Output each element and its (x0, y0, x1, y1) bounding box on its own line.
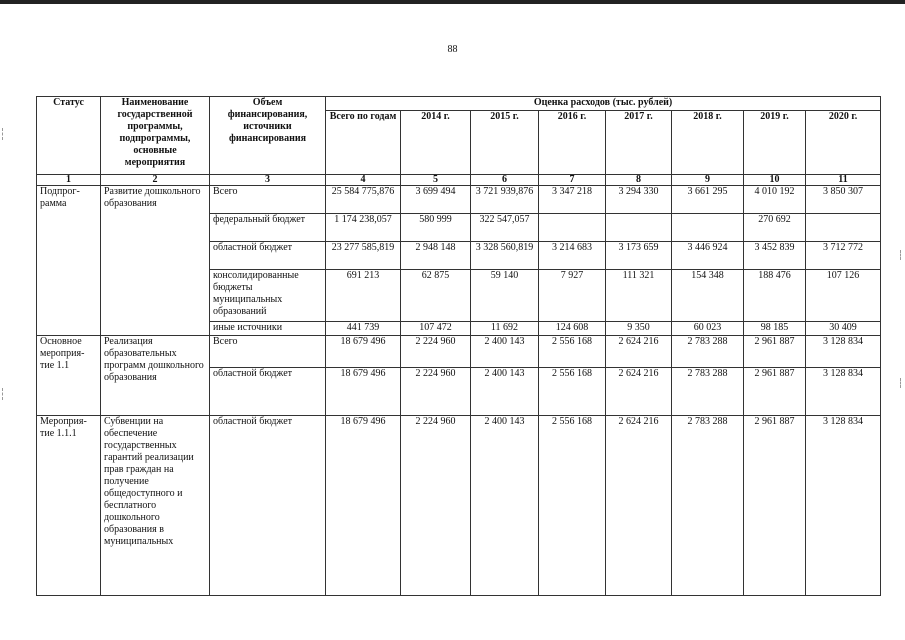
value-total: 18 679 496 (326, 336, 401, 368)
value-2017: 3 294 330 (606, 186, 672, 214)
column-number: 10 (744, 175, 806, 186)
value-2018: 3 446 924 (672, 242, 744, 270)
header-program-name: Наименование государственной программы, подпрограммы, основные мероприятия (101, 97, 210, 175)
funding-source: Всего (210, 186, 326, 214)
value-2017: 2 624 216 (606, 368, 672, 416)
scan-top-border (0, 0, 905, 4)
value-2014: 3 699 494 (401, 186, 471, 214)
scan-mark (900, 378, 902, 388)
value-2017: 111 321 (606, 270, 672, 322)
scan-mark (900, 250, 902, 260)
value-total: 25 584 775,876 (326, 186, 401, 214)
value-total: 691 213 (326, 270, 401, 322)
value-2016: 2 556 168 (539, 336, 606, 368)
value-2016: 7 927 (539, 270, 606, 322)
value-2015: 2 400 143 (471, 336, 539, 368)
funding-source: областной бюджет (210, 242, 326, 270)
value-2020: 3 128 834 (806, 336, 881, 368)
value-2016 (539, 214, 606, 242)
header-total: Всего по годам (326, 111, 401, 175)
value-2018: 2 783 288 (672, 368, 744, 416)
budget-table (36, 96, 881, 596)
funding-source: консолидированные бюджеты муниципальных образований (210, 270, 326, 322)
value-2019: 2 961 887 (744, 368, 806, 416)
value-2016: 2 556 168 (539, 416, 606, 596)
column-number: 3 (210, 175, 326, 186)
value-2019: 98 185 (744, 322, 806, 336)
value-2014: 2 948 148 (401, 242, 471, 270)
value-2017: 3 173 659 (606, 242, 672, 270)
value-2014: 62 875 (401, 270, 471, 322)
value-2019: 2 961 887 (744, 416, 806, 596)
funding-source: федеральный бюджет (210, 214, 326, 242)
value-total: 1 174 238,057 (326, 214, 401, 242)
value-2014: 2 224 960 (401, 336, 471, 368)
column-number: 7 (539, 175, 606, 186)
value-2020: 107 126 (806, 270, 881, 322)
header-year: 2018 г. (672, 111, 744, 175)
value-2016: 124 608 (539, 322, 606, 336)
value-total: 18 679 496 (326, 368, 401, 416)
column-number: 6 (471, 175, 539, 186)
header-year: 2020 г. (806, 111, 881, 175)
table-row (37, 336, 881, 368)
value-2014: 2 224 960 (401, 416, 471, 596)
funding-source: областной бюджет (210, 416, 326, 596)
value-2019: 4 010 192 (744, 186, 806, 214)
header-status: Статус (37, 97, 101, 175)
column-number-row (37, 175, 881, 186)
value-2020 (806, 214, 881, 242)
header-year: 2015 г. (471, 111, 539, 175)
value-2016: 3 214 683 (539, 242, 606, 270)
value-2020: 3 850 307 (806, 186, 881, 214)
row-program-name: Субвенции на обеспечение государственных гарантий реализации прав граждан на получение общедоступного и бесплатного дошкольного образования в муниципальных (101, 416, 210, 596)
header-year: 2016 г. (539, 111, 606, 175)
value-2015: 3 328 560,819 (471, 242, 539, 270)
value-2018: 2 783 288 (672, 336, 744, 368)
header-estimate: Оценка расходов (тыс. рублей) (326, 97, 881, 111)
value-2016: 3 347 218 (539, 186, 606, 214)
value-2020: 3 128 834 (806, 368, 881, 416)
value-2017 (606, 214, 672, 242)
header-year: 2017 г. (606, 111, 672, 175)
row-program-name: Развитие дошкольного образования (101, 186, 210, 336)
funding-source: иные источники (210, 322, 326, 336)
header-year: 2019 г. (744, 111, 806, 175)
page-number: 88 (447, 44, 458, 55)
value-2014: 580 999 (401, 214, 471, 242)
value-total: 23 277 585,819 (326, 242, 401, 270)
value-2018 (672, 214, 744, 242)
value-2018: 3 661 295 (672, 186, 744, 214)
column-number: 1 (37, 175, 101, 186)
value-2019: 270 692 (744, 214, 806, 242)
column-number: 11 (806, 175, 881, 186)
value-2014: 107 472 (401, 322, 471, 336)
header-year: 2014 г. (401, 111, 471, 175)
value-2020: 3 712 772 (806, 242, 881, 270)
value-2019: 3 452 839 (744, 242, 806, 270)
funding-source: Всего (210, 336, 326, 368)
value-2018: 60 023 (672, 322, 744, 336)
row-program-name: Реализация образовательных программ дошкольного образования (101, 336, 210, 416)
column-number: 4 (326, 175, 401, 186)
funding-source: областной бюджет (210, 368, 326, 416)
column-number: 2 (101, 175, 210, 186)
header-funding: Объем финансирования, источники финансирования (210, 97, 326, 175)
value-2017: 9 350 (606, 322, 672, 336)
row-status: Основное мероприя-тие 1.1 (37, 336, 101, 416)
value-2019: 2 961 887 (744, 336, 806, 368)
row-status: Мероприя-тие 1.1.1 (37, 416, 101, 596)
value-2018: 2 783 288 (672, 416, 744, 596)
column-number: 9 (672, 175, 744, 186)
value-2015: 2 400 143 (471, 416, 539, 596)
value-2015: 59 140 (471, 270, 539, 322)
value-2018: 154 348 (672, 270, 744, 322)
value-total: 441 739 (326, 322, 401, 336)
value-2015: 11 692 (471, 322, 539, 336)
scan-mark (2, 388, 4, 400)
value-2015: 2 400 143 (471, 368, 539, 416)
value-total: 18 679 496 (326, 416, 401, 596)
value-2016: 2 556 168 (539, 368, 606, 416)
value-2017: 2 624 216 (606, 336, 672, 368)
value-2015: 322 547,057 (471, 214, 539, 242)
column-number: 8 (606, 175, 672, 186)
value-2020: 30 409 (806, 322, 881, 336)
value-2015: 3 721 939,876 (471, 186, 539, 214)
value-2017: 2 624 216 (606, 416, 672, 596)
scan-mark (2, 128, 4, 140)
value-2014: 2 224 960 (401, 368, 471, 416)
value-2019: 188 476 (744, 270, 806, 322)
table-row (37, 186, 881, 214)
value-2020: 3 128 834 (806, 416, 881, 596)
row-status: Подпрог-рамма (37, 186, 101, 336)
column-number: 5 (401, 175, 471, 186)
table-row (37, 416, 881, 596)
